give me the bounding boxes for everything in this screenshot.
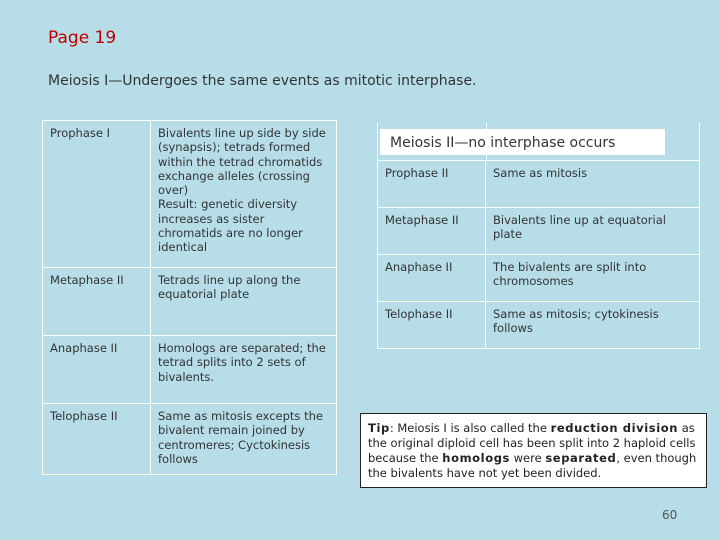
table-row	[43, 121, 337, 268]
tip-text: , even though the bivalents have not yet been divided.	[368, 451, 697, 480]
description-cell: Same as mitosis	[486, 161, 700, 208]
tip-text: : Meiosis I is also called the	[389, 421, 551, 435]
description-cell: Bivalents line up side by side (synapsis); tetrads formed within the tetrad chromatids exchange alleles (crossing over) Result: genetic diversity increases as sister chromatids are no longer identical	[151, 121, 337, 268]
description-cell: The bivalents are split into chromosomes	[486, 255, 700, 302]
description-cell: Homologs are separated; the tetrad splits into 2 sets of bivalents.	[151, 336, 337, 404]
tip-text: were	[510, 451, 546, 465]
description-cell: Same as mitosis; cytokinesis follows	[486, 302, 700, 349]
tip-emphasis: homologs	[442, 451, 510, 465]
phase-cell: Metaphase II	[43, 268, 151, 336]
tip-label: Tip	[368, 421, 390, 435]
phase-cell: Prophase II	[378, 161, 486, 208]
tip-emphasis: reduction division	[550, 421, 679, 435]
phase-cell: Telophase II	[378, 302, 486, 349]
tip-emphasis: separated	[545, 451, 617, 465]
description-cell: Same as mitosis excepts the bivalent remain joined by centromeres; Cyctokinesis follows	[151, 404, 337, 475]
page-subtitle: Meiosis I—Undergoes the same events as mitotic interphase.	[48, 73, 477, 89]
page-number: 60	[662, 508, 678, 522]
table-row	[43, 268, 337, 336]
table-row	[43, 404, 337, 475]
description-cell: Tetrads line up along the equatorial plate	[151, 268, 337, 336]
phase-cell: Prophase I	[43, 121, 151, 268]
tip-box	[360, 413, 707, 488]
description-cell: Bivalents line up at equatorial plate	[486, 208, 700, 255]
phase-cell: Metaphase II	[378, 208, 486, 255]
phase-cell: Telophase II	[43, 404, 151, 475]
phase-cell: Anaphase II	[43, 336, 151, 404]
table-row	[43, 336, 337, 404]
meiosis-2-header: Meiosis II—no interphase occurs	[380, 129, 665, 155]
table-row	[378, 302, 700, 349]
table-row	[378, 255, 700, 302]
table-row	[378, 208, 700, 255]
page-title: Page 19	[48, 28, 117, 48]
table-row	[378, 161, 700, 208]
meiosis-1-table	[42, 120, 337, 475]
phase-cell: Anaphase II	[378, 255, 486, 302]
tip-text: as the original diploid cell has been split into 2 haploid cells because the	[368, 421, 696, 465]
meiosis-2-table	[377, 160, 700, 349]
